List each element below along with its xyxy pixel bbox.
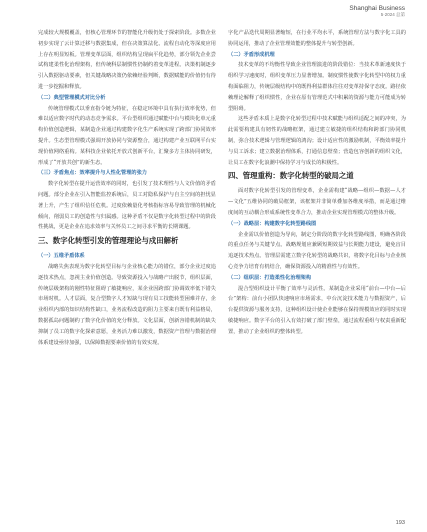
subsection-heading: （二）典型管理模式对比分析 [38, 94, 106, 101]
section-heading: 三、数字化转型引发的管理理论与戍田解析 [38, 236, 179, 246]
journal-header [349, 6, 405, 18]
paragraph: 完成较大规模覆盖，但核心管理环节的智能化升级仍处于探索阶段。多数企业初步实现了云计算迁移与数据集成，但在决策算法化、流程自动化等深度应用上存在明显短板。管理变革层面，组织结构呈现扁平化趋势，部分领先企业尝试构建柔性化治理架构，但传统科层制惯性仍制约着变革进程。决策机制逐步引入数据驱动要素，但关键战略决策仍依赖经验判断，数据赋能的价值仍有待进一步挖掘和释放。 [38, 30, 216, 90]
journal-issue: 5·2024 总第 [380, 11, 405, 17]
paragraph: 数字化转型在提升运营效率的同时，也引发了技术理性与人文价值的矛盾问题。部分企业在引入智能监控系统后，员工对隐私保护与自主空间的担忧显著上升，产生了组织信任危机。过度依赖量化考核指标容易导致管理的机械化倾向，削弱员工的创造性与归属感。这种矛盾不仅是数字化转型过程中的阶段性挑战，更是企业在追求效率与关怀员工之间寻求平衡的长期课题。 [38, 181, 216, 231]
subsection-heading: （一）五维矛盾体系 [38, 253, 85, 260]
paragraph: 字化产品迭代周期显著缩短，在行业平均水平，系统管理方法与数字化工具的协同运用，推动了企业管理效能的整体提升与转型创新。 [228, 30, 406, 47]
paragraph: 企业需以价值创造为导向，制定分阶段的数字化转型路线图，明确各阶段的重点任务与关键节点。战略规划应兼顾短期效益与长期能力建设，避免盲目追逐技术热点。管理层需建立数字化转型的战略共识，将数字化目标与企业核心竞争力培育有机结合，确保资源投入的精准性与有效性。 [228, 231, 406, 270]
paragraph: 面对数字化转型引发的管理变革，企业需构建“战略—组织—数据—人才—文化”五维协同的破局框架，该框架并非简单叠加各维度举措，而是通过维度间的互动耦合形成系统性变革合力，推动企业实现管理模式的整体升级。 [228, 188, 406, 216]
paragraph: 战略失焦表现为数字化转型目标与企业核心能力的错位，部分企业过度追逐技术热点，忽视主业价值创造。导致资源投入与战略产出脱节，组织层面，传统层级架构的刚性特征阻碍了敏捷响应，某企业因跨部门协调效率低下错失市场时机。人才层面，复合型数字人才短缺与现有员工技能转型困难并存，企业组织内部的知识结构性缺口，业务流程改造的阻力主要来自既有利益格局，数据孤岛问题制约了数字化价值的充分释放。文化层面，创新容错机制的缺失抑制了员工的数字化探索意愿，业务活力难以激发，数据资产管理与数据治理体系建设亟待加强，以保障数据要素价值的有效实现。 [38, 263, 216, 346]
page-number: 193 [395, 520, 405, 526]
subsection-heading: （二）组织层：打造柔性化治理架构 [228, 274, 312, 281]
subsection-heading: （三）矛盾焦点：效率提升与人性化管理的张力 [38, 170, 147, 177]
left-column [38, 28, 216, 348]
paragraph: 混合型组织设计平衡了效率与灵活性。某制造企业采用“前台—中台—后台”架构：前台小团队快速响应市场需求，中台沉淀技术能力与数据资产，后台提供资源与服务支持，这种组织设计使企业能够在保持规模效应的同时实现敏捷响应。数字平台的引入有效打破了部门壁垒，通过流程重组与权责重新配置，推动了企业组织的整体转型。 [228, 285, 406, 335]
paragraph: 技术变革的不均衡性导致企业管理演进的阶段错位：当技术革新速度快于组织学习速度时，组织变革压力显著增加。制度惯性使数字化转型中的权力重构面临阻力，传统层级结构中的既得利益群体往往对变革持保守态度。路径依赖理论解释了组织惯性，企业在原有管理范式中积累的资源与能力可能成为转型阻碍。 [228, 62, 406, 112]
paragraph: 这些矛盾本质上是数字化转型过程中技术赋能与组织适配之间的冲突，为此需要构建具有韧性的战略框架，通过建立敏捷的组织结构和跨部门协同机制，弥合技术逻辑与管理逻辑的鸿沟；设计适应性的激励机制，平衡效率提升与员工诉求；建立数据治理体系，打通信息壁垒；营造包容创新的组织文化，让员工在数字化浪潮中保持学习与成长的积极性。 [228, 116, 406, 166]
section-heading: 四、管理重构：数字化转型的破局之道 [228, 171, 354, 181]
subsection-heading: （二）矛盾形成机理 [228, 51, 275, 58]
right-column [228, 28, 406, 338]
subsection-heading: （一）战略层：构建数字化转型路线图 [228, 220, 317, 227]
journal-title: Shanghai Business [349, 5, 405, 12]
paragraph: 传统管理模式以垂直指令链为特征，在稳定环境中具有执行效率优势，但难以适应数字时代的动态竞争需求。平台型组织通过赋能中台与模块化单元重构价值创造逻辑，某制造企业通过构建数字化生产系统实现了跨部门协同效率提升。生态型管理模式强调开放协同与资源整合，通过构建产业互联网平台实现价值网络重构。某科技企业依托开放式创新平台，汇聚多方主体协同研发，形成了“开放共创”的新生态。 [38, 105, 216, 166]
